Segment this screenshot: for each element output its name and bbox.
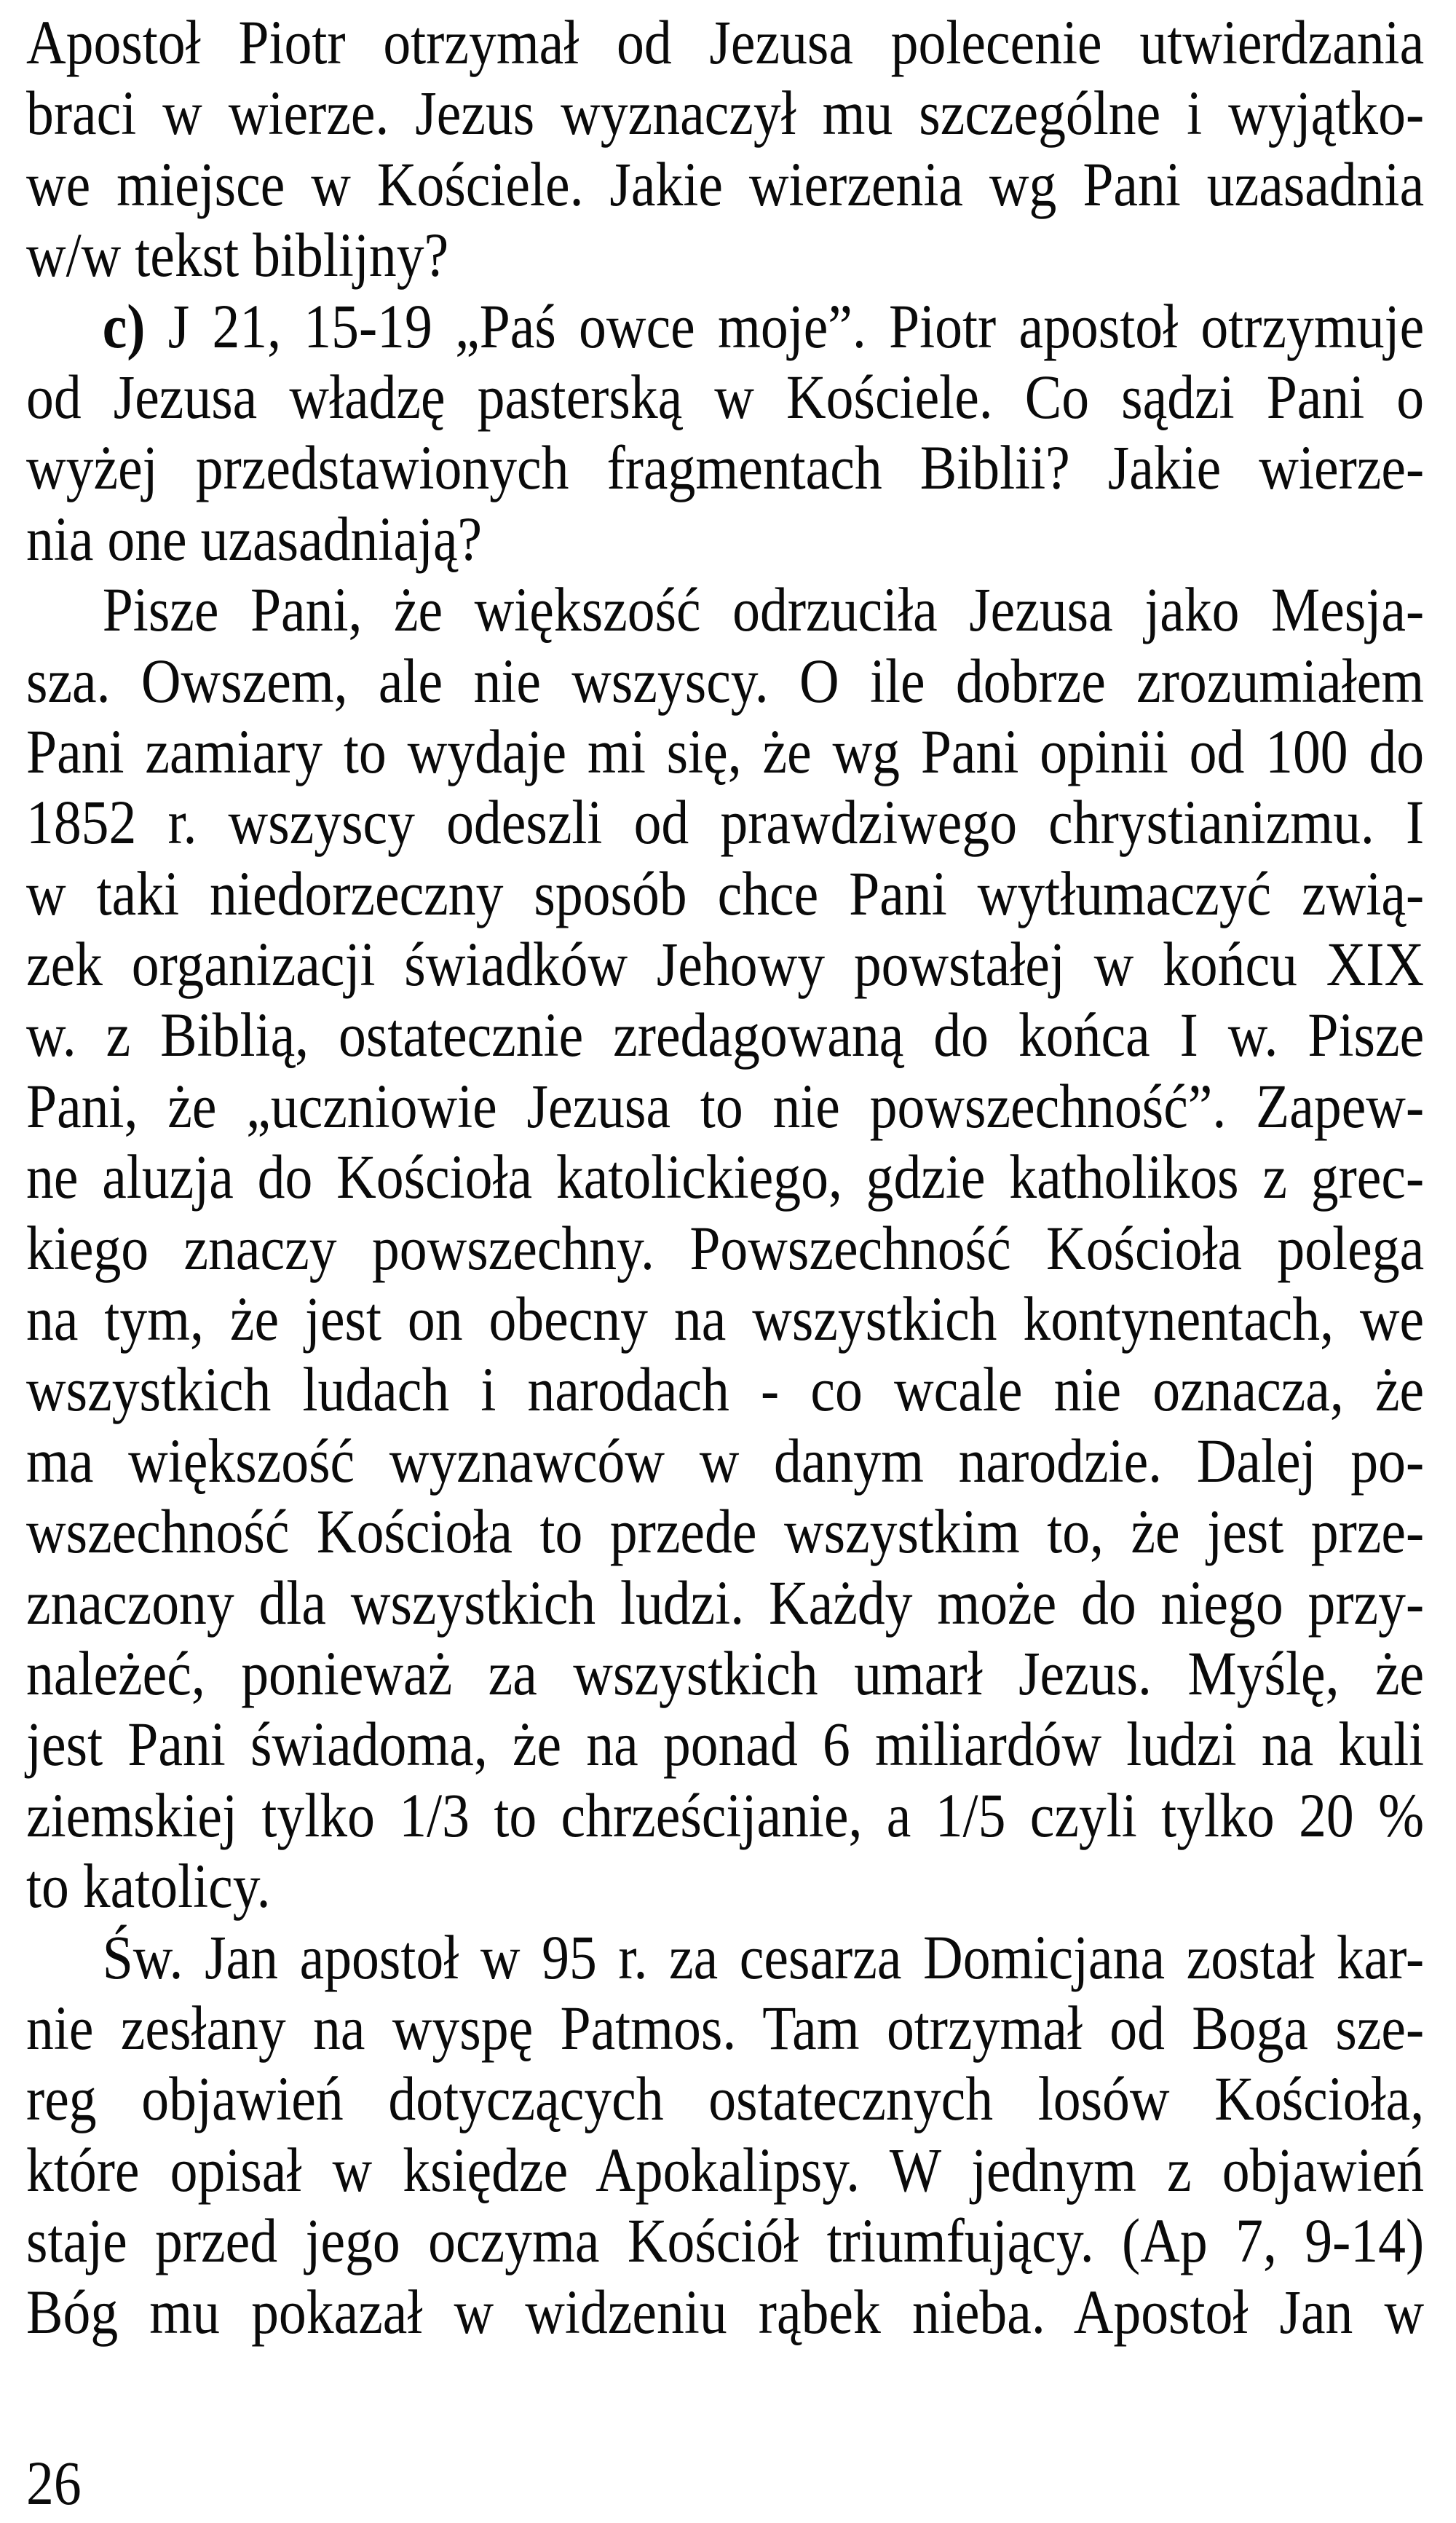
paragraph-end-line: to katolicy. bbox=[26, 1851, 271, 1922]
text-line: braci w wierze. Jezus wyznaczył mu szczególne i wyjątko- bbox=[26, 78, 1425, 149]
text-line: wszechność Kościoła to przede wszystkim to, że jest prze- bbox=[26, 1496, 1425, 1567]
text-line: nie zesłany na wyspę Patmos. Tam otrzymał od Boga sze- bbox=[26, 1992, 1425, 2063]
text-line: na tym, że jest on obecny na wszystkich kontynentach, we bbox=[26, 1284, 1425, 1354]
text-line-content: J 21, 15-19 „Paś owce moje”. Piotr apostoł otrzymuje bbox=[145, 291, 1425, 361]
text-line-indented: Św. Jan apostoł w 95 r. za cesarza Domicjana został kar- bbox=[102, 1922, 1425, 1992]
text-line-indented: Pisze Pani, że większość odrzuciła Jezusa jako Mesja- bbox=[102, 575, 1425, 645]
text-line: ma większość wyznawców w danym narodzie. Dalej po- bbox=[26, 1425, 1425, 1496]
text-line: kiego znaczy powszechny. Powszechność Kościoła polega bbox=[26, 1212, 1425, 1283]
text-line: znaczony dla wszystkich ludzi. Każdy może do niego przy- bbox=[26, 1567, 1425, 1638]
text-line: wszystkich ludach i narodach - co wcale nie oznacza, że bbox=[26, 1354, 1425, 1425]
text-line: we miejsce w Kościele. Jakie wierzenia wg Pani uzasadnia bbox=[26, 149, 1425, 219]
page-number: 26 bbox=[26, 2448, 82, 2518]
text-line: reg objawień dotyczących ostatecznych losów Kościoła, bbox=[26, 2064, 1425, 2134]
text-line: Pani, że „uczniowie Jezusa to nie powszechność”. Zapew- bbox=[26, 1070, 1425, 1141]
paragraph-end-line: w/w tekst biblijny? bbox=[26, 220, 449, 291]
text-line: od Jezusa władzę pasterską w Kościele. Co sądzi Pani o bbox=[26, 361, 1425, 432]
text-line: które opisał w księdze Apokalipsy. W jednym z objawień bbox=[26, 2134, 1425, 2205]
text-line: sza. Owszem, ale nie wszyscy. O ile dobrze zrozumiałem bbox=[26, 645, 1425, 716]
text-line: Pani zamiary to wydaje mi się, że wg Pani opinii od 100 do bbox=[26, 716, 1425, 786]
text-line: staje przed jego oczyma Kościół triumfujący. (Ap 7, 9-14) bbox=[26, 2206, 1425, 2276]
paragraph-end-line: nia one uzasadniają? bbox=[26, 503, 483, 574]
text-line: ziemskiej tylko 1/3 to chrześcijanie, a 1/5 czyli tylko 20 % bbox=[26, 1780, 1425, 1850]
text-line-indented bbox=[26, 291, 1424, 362]
text-line: należeć, ponieważ za wszystkich umarł Jezus. Myślę, że bbox=[26, 1638, 1425, 1708]
body-text bbox=[26, 7, 1424, 2348]
text-line: 1852 r. wszyscy odeszli od prawdziwego chrystianizmu. I bbox=[26, 787, 1425, 858]
text-line: ne aluzja do Kościoła katolickiego, gdzie katholikos z grec- bbox=[26, 1142, 1425, 1212]
text-line: wyżej przedstawionych fragmentach Biblii? Jakie wierze- bbox=[26, 433, 1425, 503]
text-line: Bóg mu pokazał w widzeniu rąbek nieba. Apostoł Jan w bbox=[26, 2276, 1425, 2347]
text-line: zek organizacji świadków Jehowy powstałej w końcu XIX bbox=[26, 929, 1425, 1000]
text-line: Apostoł Piotr otrzymał od Jezusa polecenie utwierdzania bbox=[26, 7, 1425, 77]
list-marker: c) bbox=[102, 291, 146, 361]
text-line: w. z Biblią, ostatecznie zredagowaną do końca I w. Pisze bbox=[26, 1000, 1425, 1070]
text-line: w taki niedorzeczny sposób chce Pani wytłumaczyć zwią- bbox=[26, 858, 1425, 928]
text-line: jest Pani świadoma, że na ponad 6 miliardów ludzi na kuli bbox=[26, 1709, 1425, 1780]
